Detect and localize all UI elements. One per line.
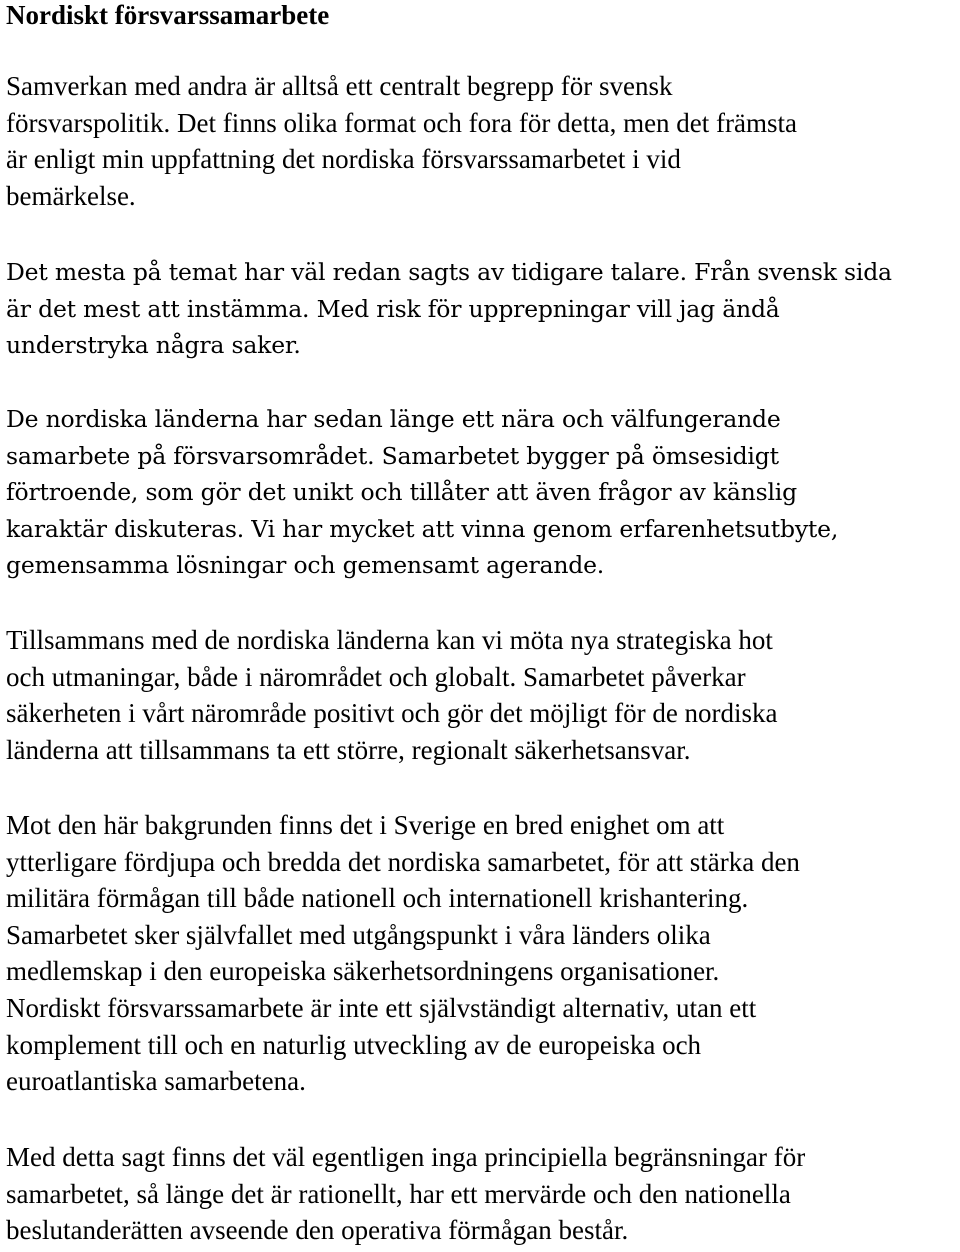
paragraph-line: militära förmågan till både nationell och internationell krishantering. (6, 883, 749, 914)
paragraph-line: samarbetet, så länge det är rationellt, har ett mervärde och den nationella (6, 1178, 791, 1209)
paragraph-line: Samverkan med andra är alltså ett centralt begrepp för svensk (6, 71, 673, 101)
paragraph-line: länderna att tillsammans ta ett större, regionalt säkerhetsansvar. (6, 734, 691, 765)
paragraph-5 (6, 807, 800, 1100)
paragraph-line: är det mest att instämma. Med risk för upprepningar vill jag ändå (6, 294, 780, 323)
document-heading: Nordiskt försvarssamarbete (6, 0, 330, 30)
paragraph-6 (6, 1139, 805, 1249)
paragraph-line: gemensamma lösningar och gemensamt agerande. (6, 551, 605, 580)
paragraph-line: Med detta sagt finns det väl egentligen inga principiella begränsningar för (6, 1142, 806, 1172)
paragraph-1 (6, 68, 797, 214)
paragraph-line: De nordiska länderna har sedan länge ett nära och välfungerande (6, 405, 781, 433)
paragraph-line: Samarbetet sker självfallet med utgångspunkt i våra länders olika (6, 919, 711, 950)
paragraph-line: bemärkelse. (6, 180, 136, 211)
paragraph-line: försvarspolitik. Det finns olika format och fora för detta, men det främsta (6, 107, 798, 138)
paragraph-line: Tillsammans med de nordiska länderna kan vi möta nya strategiska hot (6, 625, 773, 655)
paragraph-line: Det mesta på temat har väl redan sagts av tidigare talare. Från svensk sida (6, 258, 892, 286)
paragraph-line: ytterligare fördjupa och bredda det nordiska samarbetet, för att stärka den (6, 846, 800, 877)
paragraph-2 (6, 254, 892, 364)
paragraph-line: säkerheten i vårt närområde positivt och gör det möjligt för de nordiska (6, 698, 778, 729)
paragraph-line: är enligt min uppfattning det nordiska försvarssamarbetet i vid (6, 144, 681, 175)
paragraph-4 (6, 622, 778, 768)
paragraph-line: samarbete på försvarsområdet. Samarbetet bygger på ömsesidigt (6, 441, 779, 470)
paragraph-line: understryka några saker. (6, 331, 301, 360)
paragraph-line: förtroende, som gör det unikt och tillåter att även frågor av känslig (6, 478, 797, 507)
paragraph-line: komplement till och en naturlig utveckling av de europeiska och (6, 1029, 702, 1060)
paragraph-line: euroatlantiska samarbetena. (6, 1066, 306, 1097)
paragraph-line: Mot den här bakgrunden finns det i Sverige en bred enighet om att (6, 810, 725, 840)
paragraph-line: beslutanderätten avseende den operativa förmågan består. (6, 1215, 629, 1246)
paragraph-3 (6, 401, 838, 584)
paragraph-line: karaktär diskuteras. Vi har mycket att vinna genom erfarenhetsutbyte, (6, 514, 839, 543)
paragraph-line: och utmaningar, både i närområdet och globalt. Samarbetet påverkar (6, 661, 746, 692)
paragraph-line: medlemskap i den europeiska säkerhetsordningens organisationer. (6, 956, 720, 987)
paragraph-line: Nordiskt försvarssamarbete är inte ett självständigt alternativ, utan ett (6, 992, 757, 1023)
